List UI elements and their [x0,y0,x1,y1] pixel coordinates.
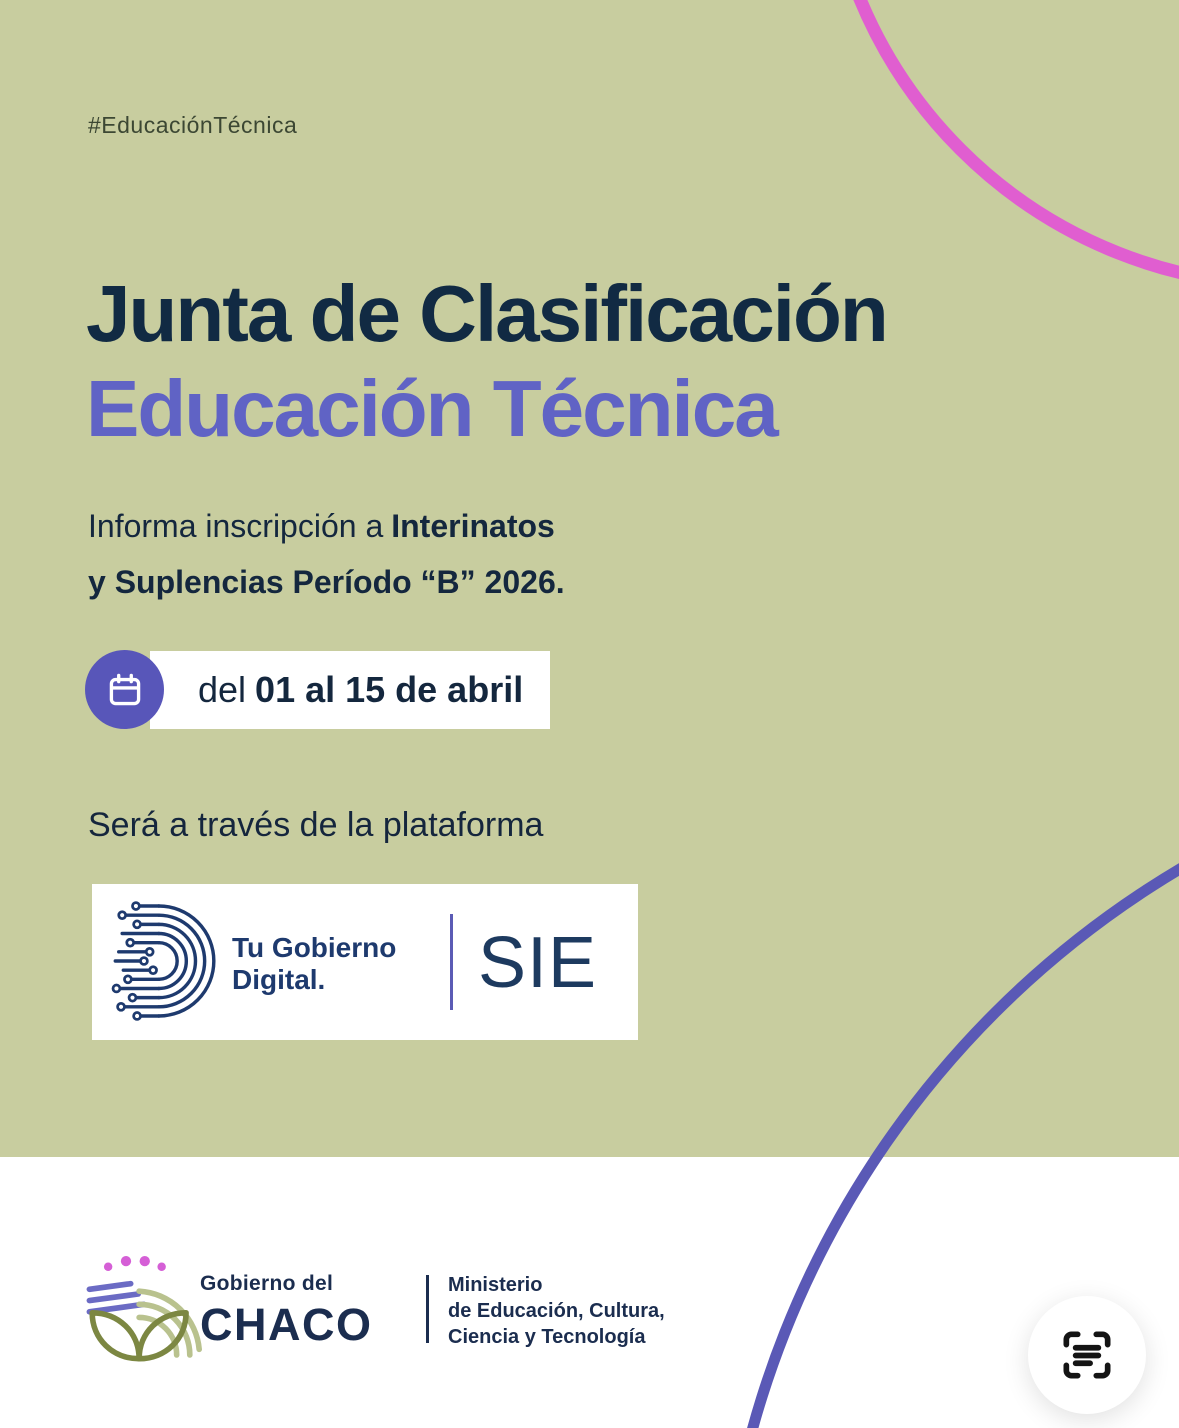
calendar-badge [85,650,164,729]
government-wordmark [200,1272,373,1351]
brand-wordmark [232,932,396,996]
ministry-line3: Ciencia y Tecnología [448,1326,646,1348]
sie-wordmark: SIE [478,923,598,1003]
brand-line2: Digital. [232,964,326,995]
tu-gobierno-digital-circuit-d-logo [110,898,226,1024]
title-line1: Junta de Clasificación [86,269,887,358]
card-divider [450,914,453,1010]
ministry-block [448,1272,665,1350]
announcement-bold: Interinatos [391,508,555,544]
date-prefix: del [198,669,247,710]
hashtag: #EducaciónTécnica [88,112,298,138]
scan-text-icon [1056,1324,1118,1386]
ministry-line2: de Educación, Cultura, [448,1300,665,1322]
platform-logo-card [92,884,638,1040]
scan-text-button[interactable] [1028,1296,1146,1414]
gov-name: CHACO [200,1299,373,1350]
calendar-icon [102,667,148,713]
announcement-regular: Informa inscripción a [88,508,384,544]
brand-line1: Tu Gobierno [232,932,397,963]
date-pill [150,651,550,729]
footer-divider [426,1275,429,1343]
decorative-circle-pink [818,0,1179,292]
gov-prefix: Gobierno del [200,1272,334,1295]
platform-lead-text: Será a través de la plataforma [88,806,544,844]
announcement-line2: y Suplencias Período “B” 2026. [88,564,565,600]
title-line2: Educación Técnica [86,364,777,453]
page-title [86,266,887,456]
chaco-government-logo [80,1250,202,1368]
ministry-line1: Ministerio [448,1274,543,1296]
date-range: 01 al 15 de abril [255,669,524,710]
announcement-text [88,498,565,610]
